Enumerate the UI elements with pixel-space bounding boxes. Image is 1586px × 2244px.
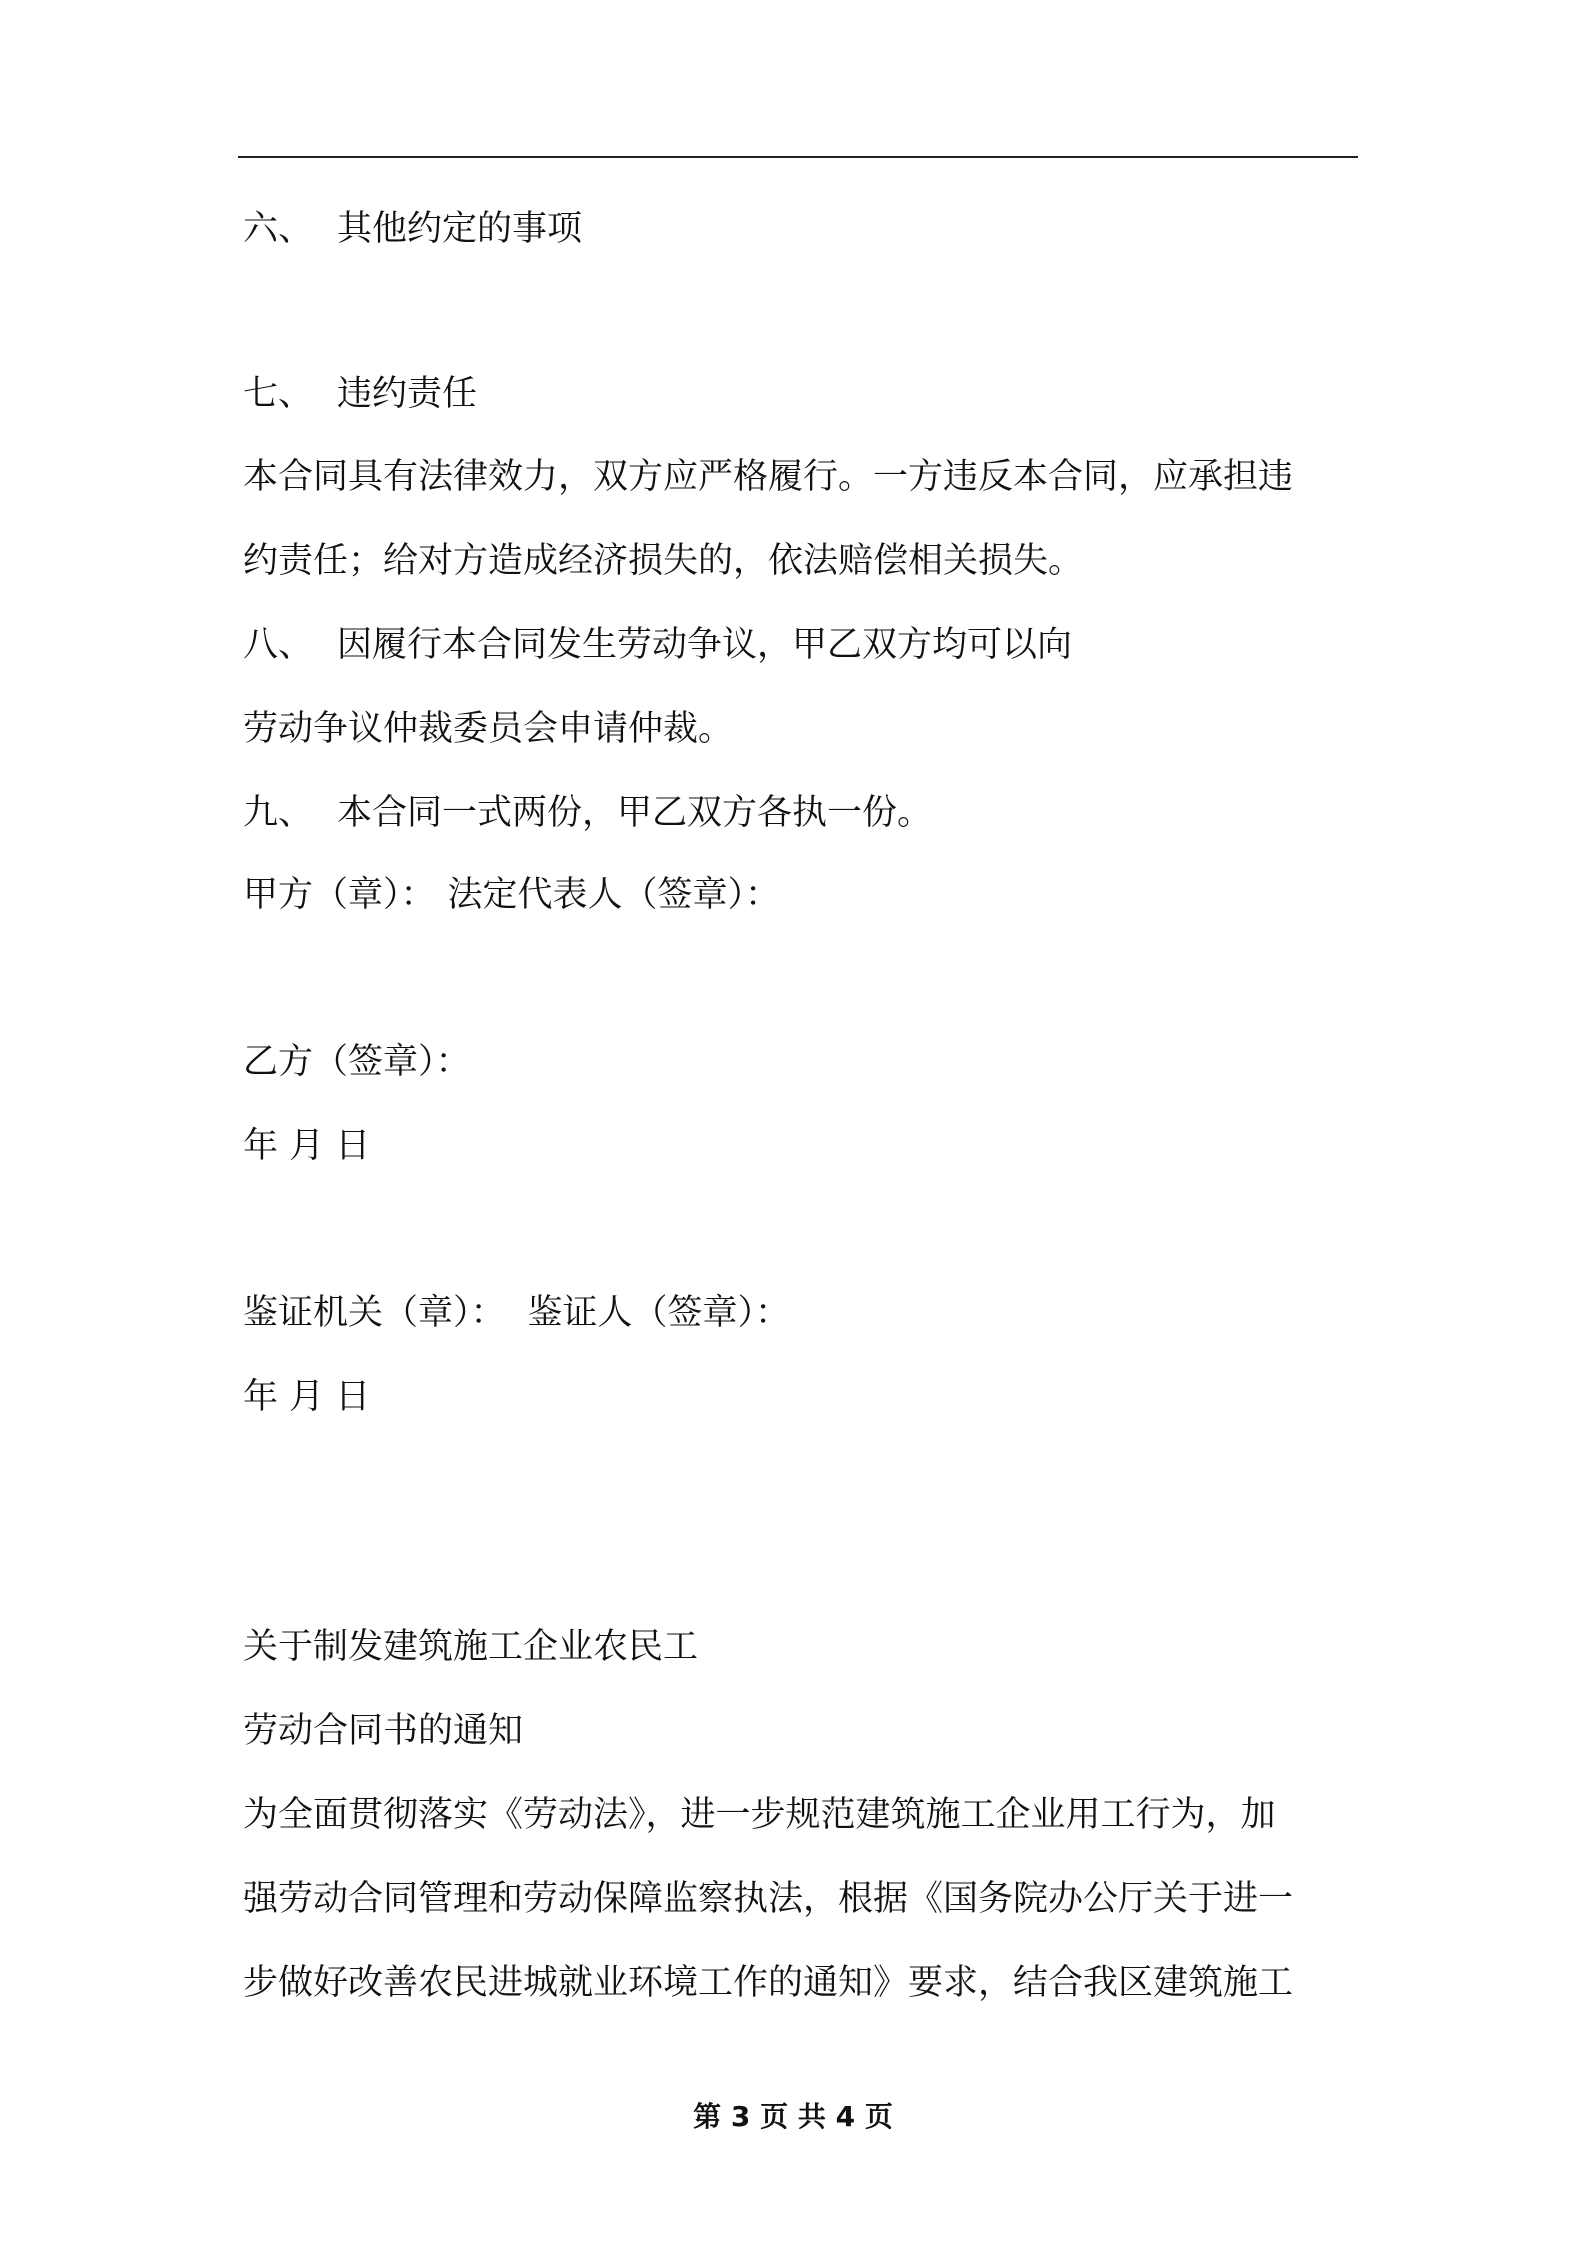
notice-title-line: 劳动合同书的通知: [243, 1711, 524, 1751]
section-number: 九、: [243, 793, 314, 833]
section-number: 八、: [243, 625, 314, 665]
section-7-heading: [243, 372, 477, 416]
notice-title-line: 关于制发建筑施工企业农民工: [243, 1627, 699, 1667]
section-6-heading: [243, 207, 582, 251]
verifier-signature-line: [243, 1291, 790, 1335]
party-b-label: 乙方（签章）：: [243, 1042, 471, 1082]
page-number-footer: 第 3 页 共 4 页: [693, 2100, 893, 2133]
paragraph-line: 步做好改善农民进城就业环境工作的通知》要求，结合我区建筑施工: [243, 1963, 1294, 2003]
section-number: 六、: [243, 209, 314, 249]
paragraph-line: 强劳动合同管理和劳动保障监察执法，根据《国务院办公厅关于进一: [243, 1879, 1294, 1919]
section-title: 其他约定的事项: [337, 209, 583, 249]
section-8-heading: [243, 623, 1072, 667]
section-9-heading: [243, 791, 932, 835]
party-a-label: 甲方（章）：: [243, 875, 436, 915]
party-a-rep-label: 法定代表人（签章）：: [447, 875, 781, 915]
section-number: 七、: [243, 374, 314, 414]
paragraph-line: 本合同具有法律效力，双方应严格履行。一方违反本合同，应承担违: [243, 457, 1294, 497]
header-rule: [238, 156, 1358, 158]
section-title: 因履行本合同发生劳动争议，甲乙双方均可以向: [337, 625, 1073, 665]
section-title: 违约责任: [337, 374, 478, 414]
paragraph-line: 约责任；给对方造成经济损失的，依法赔偿相关损失。: [243, 541, 1084, 581]
date-line: 年 月 日: [243, 1377, 371, 1417]
paragraph-line: 劳动争议仲裁委员会申请仲裁。: [243, 709, 734, 749]
verifier-label: 鉴证机关（章）：: [243, 1293, 506, 1333]
paragraph-line: 为全面贯彻落实《劳动法》，进一步规范建筑施工企业用工行为，加: [243, 1795, 1276, 1835]
verifier-person-label: 鉴证人（签章）：: [527, 1293, 791, 1333]
date-line: 年 月 日: [243, 1126, 371, 1166]
section-title: 本合同一式两份，甲乙双方各执一份。: [337, 793, 933, 833]
party-a-signature-line: [243, 873, 780, 917]
